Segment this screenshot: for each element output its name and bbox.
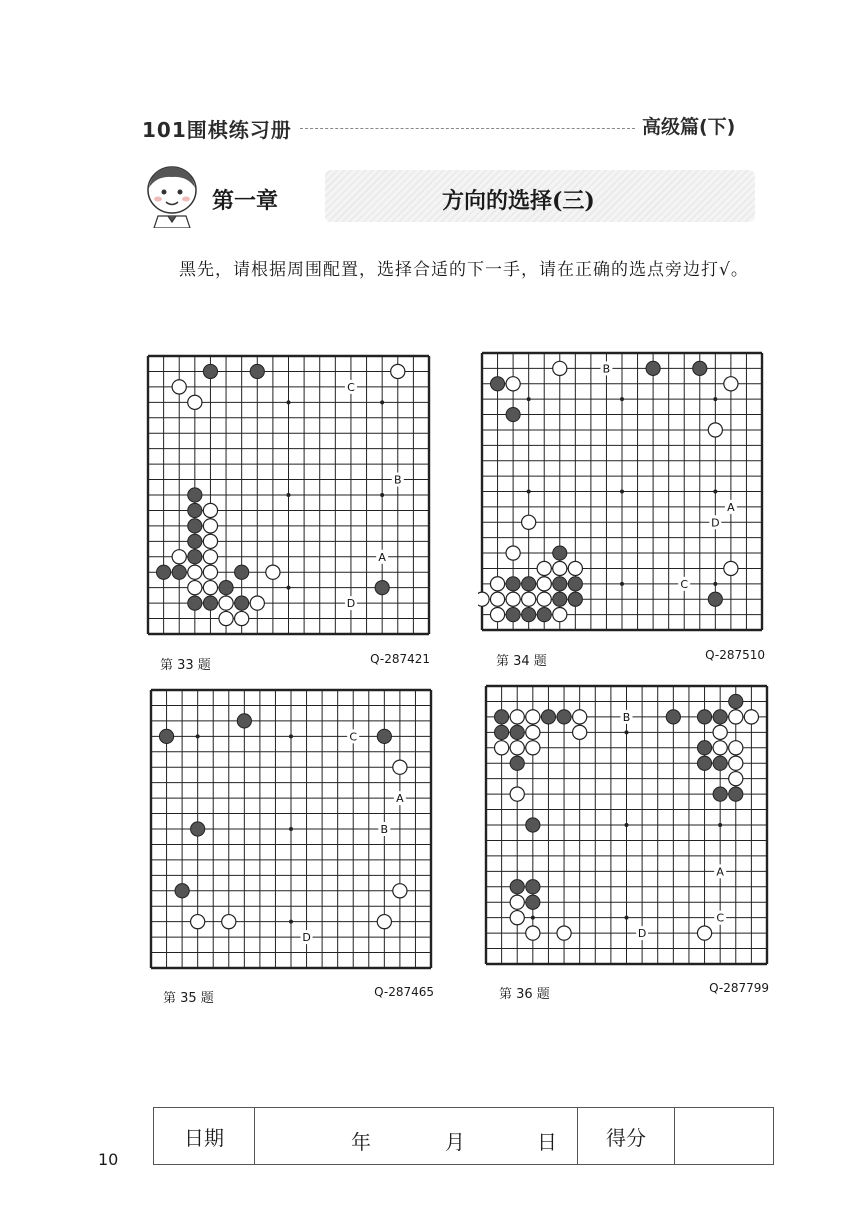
black-stone xyxy=(219,581,233,595)
white-stone xyxy=(510,787,524,801)
white-stone xyxy=(526,741,540,755)
black-stone xyxy=(537,608,551,622)
white-stone xyxy=(188,581,202,595)
choice-mark-a[interactable]: A xyxy=(716,865,724,879)
white-stone xyxy=(724,377,738,391)
choice-mark-b[interactable]: B xyxy=(394,473,402,487)
white-stone xyxy=(708,423,722,437)
black-stone xyxy=(495,725,509,739)
black-stone xyxy=(203,364,217,378)
book-title: 101围棋练习册 xyxy=(142,118,292,142)
month-label: 月 xyxy=(445,1130,465,1154)
white-stone xyxy=(729,710,743,724)
black-stone xyxy=(188,596,202,610)
white-stone xyxy=(724,561,738,575)
black-stone xyxy=(172,565,186,579)
white-stone xyxy=(203,565,217,579)
black-stone xyxy=(693,361,707,375)
choice-mark-a[interactable]: A xyxy=(378,550,386,564)
date-field[interactable] xyxy=(255,1108,578,1164)
white-stone xyxy=(203,534,217,548)
black-stone xyxy=(713,756,727,770)
black-stone xyxy=(510,725,524,739)
white-stone xyxy=(537,592,551,606)
white-stone xyxy=(697,926,711,940)
puzzle-code-33: Q-287421 xyxy=(370,652,430,666)
black-stone xyxy=(188,550,202,564)
black-stone xyxy=(203,596,217,610)
black-stone xyxy=(191,822,205,836)
black-stone xyxy=(729,787,743,801)
white-stone xyxy=(573,710,587,724)
white-stone xyxy=(191,915,205,929)
white-stone xyxy=(490,592,504,606)
black-stone xyxy=(713,710,727,724)
black-stone xyxy=(188,488,202,502)
black-stone xyxy=(646,361,660,375)
date-label: 日期 xyxy=(154,1108,255,1164)
black-stone xyxy=(506,608,520,622)
go-board-34 xyxy=(478,349,766,634)
white-stone xyxy=(729,756,743,770)
white-stone xyxy=(188,395,202,409)
black-stone xyxy=(553,592,567,606)
black-stone xyxy=(553,577,567,591)
choice-mark-c[interactable]: C xyxy=(349,730,358,744)
white-stone xyxy=(553,561,567,575)
white-stone xyxy=(713,725,727,739)
puzzle-label-36: 第 36 题 xyxy=(499,987,550,1002)
mascot-icon xyxy=(144,162,200,228)
white-stone xyxy=(510,710,524,724)
white-stone xyxy=(203,550,217,564)
page-number: 10 xyxy=(98,1150,119,1169)
white-stone xyxy=(506,592,520,606)
score-label: 得分 xyxy=(578,1108,675,1164)
puzzle-code-34: Q-287510 xyxy=(705,648,765,662)
black-stone xyxy=(375,581,389,595)
black-stone xyxy=(541,710,555,724)
white-stone xyxy=(222,915,236,929)
white-stone xyxy=(526,725,540,739)
black-stone xyxy=(157,565,171,579)
white-stone xyxy=(553,361,567,375)
white-stone xyxy=(188,565,202,579)
black-stone xyxy=(557,710,571,724)
instructions-text: 黑先，请根据周围配置，选择合适的下一手，请在正确的选点旁边打√。 xyxy=(179,260,749,280)
white-stone xyxy=(526,710,540,724)
choice-mark-c[interactable]: C xyxy=(716,911,725,925)
black-stone xyxy=(666,710,680,724)
black-stone xyxy=(526,895,540,909)
white-stone xyxy=(203,581,217,595)
go-board-35 xyxy=(147,686,435,972)
choice-mark-b[interactable]: B xyxy=(602,362,611,376)
black-stone xyxy=(188,503,202,517)
white-stone xyxy=(203,503,217,517)
white-stone xyxy=(393,884,407,898)
black-stone xyxy=(553,546,567,560)
choice-mark-d[interactable]: D xyxy=(302,931,311,945)
black-stone xyxy=(526,880,540,894)
white-stone xyxy=(537,577,551,591)
white-stone xyxy=(266,565,280,579)
score-table xyxy=(153,1107,774,1165)
choice-mark-c[interactable]: C xyxy=(680,577,689,591)
white-stone xyxy=(510,895,524,909)
choice-mark-d[interactable]: D xyxy=(637,927,647,941)
white-stone xyxy=(568,561,582,575)
puzzle-label-34: 第 34 题 xyxy=(496,654,547,669)
white-stone xyxy=(537,561,551,575)
choice-mark-d[interactable]: D xyxy=(346,597,356,611)
black-stone xyxy=(697,741,711,755)
black-stone xyxy=(188,519,202,533)
black-stone xyxy=(235,565,249,579)
black-stone xyxy=(188,534,202,548)
white-stone xyxy=(522,592,536,606)
chapter-label: 第一章 xyxy=(212,188,279,214)
white-stone xyxy=(495,741,509,755)
white-stone xyxy=(713,741,727,755)
score-field[interactable] xyxy=(675,1108,773,1164)
black-stone xyxy=(708,592,722,606)
black-stone xyxy=(377,729,391,743)
white-stone xyxy=(478,592,489,606)
choice-mark-a[interactable]: A xyxy=(396,792,404,806)
white-stone xyxy=(391,364,405,378)
black-stone xyxy=(506,577,520,591)
choice-mark-a[interactable]: A xyxy=(727,500,735,514)
black-stone xyxy=(568,577,582,591)
black-stone xyxy=(526,818,540,832)
black-stone xyxy=(490,377,504,391)
white-stone xyxy=(573,725,587,739)
black-stone xyxy=(522,608,536,622)
white-stone xyxy=(510,911,524,925)
black-stone xyxy=(510,880,524,894)
puzzle-label-33: 第 33 题 xyxy=(160,658,211,673)
black-stone xyxy=(568,592,582,606)
puzzle-code-36: Q-287799 xyxy=(709,981,769,995)
puzzle-label-35: 第 35 题 xyxy=(163,991,214,1006)
white-stone xyxy=(393,760,407,774)
white-stone xyxy=(729,741,743,755)
white-stone xyxy=(219,596,233,610)
white-stone xyxy=(506,546,520,560)
white-stone xyxy=(557,926,571,940)
white-stone xyxy=(250,596,264,610)
choice-mark-b[interactable]: B xyxy=(622,710,631,724)
white-stone xyxy=(553,608,567,622)
header-divider xyxy=(300,128,635,129)
white-stone xyxy=(203,519,217,533)
black-stone xyxy=(697,756,711,770)
white-stone xyxy=(506,377,520,391)
white-stone xyxy=(729,772,743,786)
white-stone xyxy=(172,380,186,394)
black-stone xyxy=(159,729,173,743)
white-stone xyxy=(219,611,233,625)
go-board-36 xyxy=(482,682,771,968)
go-board-33 xyxy=(144,352,433,638)
black-stone xyxy=(250,364,264,378)
white-stone xyxy=(235,611,249,625)
black-stone xyxy=(235,596,249,610)
black-stone xyxy=(237,714,251,728)
white-stone xyxy=(526,926,540,940)
year-label: 年 xyxy=(351,1130,371,1154)
puzzle-code-35: Q-287465 xyxy=(374,985,434,999)
choice-mark-c[interactable]: C xyxy=(347,380,355,394)
black-stone xyxy=(495,710,509,724)
black-stone xyxy=(697,710,711,724)
section-title: 方向的选择(三) xyxy=(442,188,595,214)
black-stone xyxy=(175,884,189,898)
white-stone xyxy=(172,550,186,564)
white-stone xyxy=(377,915,391,929)
black-stone xyxy=(713,787,727,801)
black-stone xyxy=(522,577,536,591)
choice-mark-d[interactable]: D xyxy=(711,516,720,530)
black-stone xyxy=(510,756,524,770)
white-stone xyxy=(490,608,504,622)
black-stone xyxy=(729,694,743,708)
book-level: 高级篇(下) xyxy=(642,116,736,138)
choice-mark-b[interactable]: B xyxy=(380,823,389,836)
white-stone xyxy=(744,710,758,724)
white-stone xyxy=(522,515,536,529)
white-stone xyxy=(510,741,524,755)
white-stone xyxy=(490,577,504,591)
black-stone xyxy=(506,407,520,421)
day-label: 日 xyxy=(537,1130,557,1154)
